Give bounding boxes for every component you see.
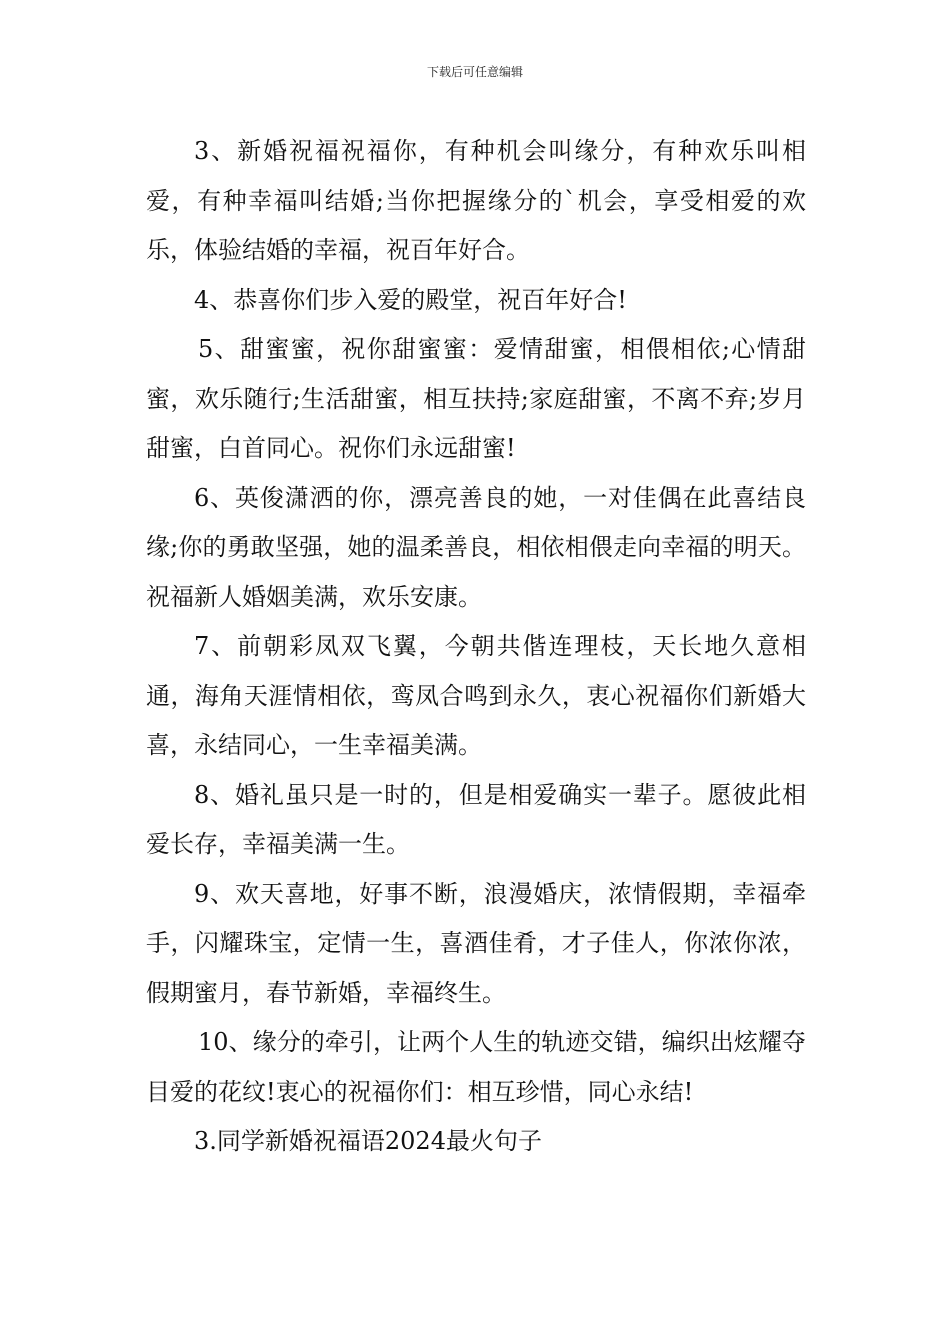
paragraph-9: 9、欢天喜地，好事不断，浪漫婚庆，浓情假期，幸福牵手，闪耀珠宝，定情一生，喜酒佳肴，才子佳人，你浓你浓，假期蜜月，春节新婚，幸福终生。 [146, 879, 806, 1007]
document-body [146, 127, 806, 1167]
paragraph-10: 10、缘分的牵引，让两个人生的轨迹交错，编织出炫耀夺目爱的花纹!衷心的祝福你们：相互珍惜，同心永结! [146, 1028, 806, 1106]
paragraph-6: 6、英俊潇洒的你，漂亮善良的她，一对佳偶在此喜结良缘;你的勇敢坚强，她的温柔善良，相依相偎走向幸福的明天。祝福新人婚姻美满，欢乐安康。 [146, 483, 806, 611]
paragraph-5: 5、甜蜜蜜，祝你甜蜜蜜：爱情甜蜜，相偎相依;心情甜蜜，欢乐随行;生活甜蜜，相互扶持;家庭甜蜜，不离不弃;岁月甜蜜，白首同心。祝你们永远甜蜜! [146, 335, 806, 462]
paragraph-4: 4、恭喜你们步入爱的殿堂，祝百年好合! [194, 285, 627, 314]
page-header-note: 下载后可任意编辑 [426, 65, 523, 79]
paragraph-7: 7、前朝彩凤双飞翼，今朝共偕连理枝，天长地久意相通，海角天涯情相依，鸾凤合鸣到永久，衷心祝福你们新婚大喜，永结同心，一生幸福美满。 [146, 632, 806, 759]
section-heading: 3.同学新婚祝福语2024最火句子 [194, 1127, 542, 1155]
paragraph-3: 3、新婚祝福祝福你，有种机会叫缘分，有种欢乐叫相爱，有种幸福叫结婚;当你把握缘分的`机会，享受相爱的欢乐，体验结婚的幸福，祝百年好合。 [146, 137, 806, 264]
paragraph-8: 8、婚礼虽只是一时的，但是相爱确实一辈子。愿彼此相爱长存，幸福美满一生。 [146, 780, 806, 858]
